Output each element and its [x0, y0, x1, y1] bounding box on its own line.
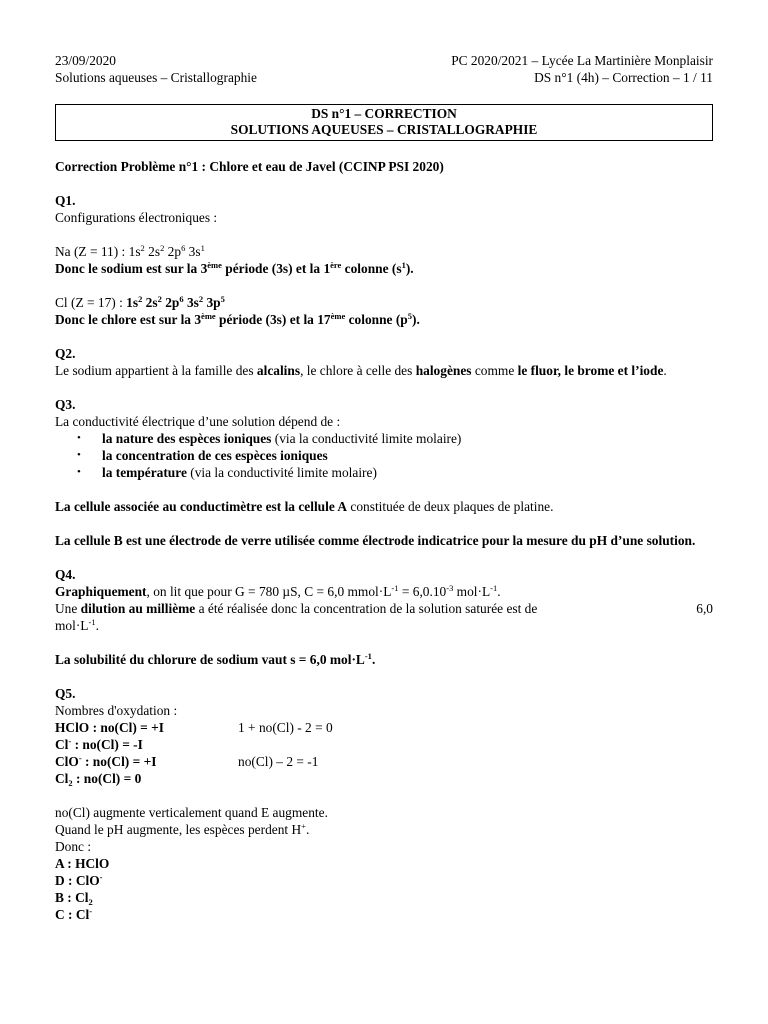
q1-na-config: Na (Z = 11) : $1s^2$ $2s^2$ $2p^6$ $3s^1$ — [55, 243, 205, 259]
q1-cl-conclusion: Donc le chlore est sur la 3ème période (3s) et la 17ème colonne $(p^5)$. — [55, 311, 420, 327]
q4-dilution: Une dilution au millième a été réalisée donc la concentration de la solution saturée est de 6,0 — [55, 601, 713, 616]
header-exam: DS n°1 (4h) – Correction – 1 / 11 — [534, 70, 713, 85]
q3-cell-a: La cellule associée au conductimètre est la cellule A constituée de deux plaques de platine. — [55, 499, 554, 514]
title-line-2: SOLUTIONS AQUEUSES – CRISTALLOGRAPHIE — [230, 122, 538, 137]
q2-label: Q2. — [55, 346, 76, 361]
title-line-1: DS n°1 – CORRECTION — [311, 106, 457, 121]
q5-row-clo: ClO- : no(Cl) = +I no(Cl) – 2 = -1 — [55, 753, 319, 769]
q4-label: Q4. — [55, 567, 76, 582]
list-item: • la température (via la conductivité limite molaire) — [55, 464, 713, 481]
q5-intro: Nombres d'oxydation : — [55, 703, 178, 718]
q1-na-conclusion: Donc le sodium est sur la 3ème période (3s) et la 1ère colonne $(s^1)$. — [55, 260, 414, 276]
header-subject: Solutions aqueuses – Cristallographie — [55, 70, 257, 85]
list-item: • la nature des espèces ioniques (via la conductivité limite molaire) — [55, 430, 713, 447]
document-body — [55, 158, 713, 923]
q4-dilution-unit: $mol\cdot L^{-1}$. — [55, 617, 99, 633]
q5-label: Q5. — [55, 686, 76, 701]
q5-row-hclo: HClO : no(Cl) = +I 1 + no(Cl) - 2 = 0 — [55, 720, 333, 735]
problem-title: Correction Problème n°1 : Chlore et eau de Javel (CCINP PSI 2020) — [55, 159, 444, 174]
q5-donc: Donc : — [55, 839, 92, 854]
q5-answer-b: B : $Cl_2$ — [55, 890, 93, 907]
page-header — [55, 52, 713, 86]
q2-text: Le sodium appartient à la famille des alcalins, le chlore à celle des halogènes comme le fluor, le brome et l’iode. — [55, 363, 667, 378]
q5-answer-c: C : Cl- — [55, 906, 93, 922]
list-item: • la concentration de ces espèces ioniques — [55, 447, 713, 464]
title-box — [55, 104, 713, 141]
q3-label: Q3. — [55, 397, 76, 412]
header-course: PC 2020/2021 – Lycée La Martinière Monplaisir — [451, 53, 713, 68]
q4-graph: Graphiquement, on lit que pour G = 780 µS, C = 6,0 $mmol\cdot L^{-1} = 6,0.10^{-3}$ $mol\cdot L^{-1}$. — [55, 583, 501, 599]
q1-intro: Configurations électroniques : — [55, 210, 218, 225]
q5-ph-line: Quand le pH augmente, les espèces perdent H+. — [55, 821, 310, 837]
header-date: 23/09/2020 — [55, 53, 117, 68]
q4-solubility: La solubilité du chlorure de sodium vaut s = 6,0 $mol\cdot L^{-1}$. — [55, 651, 376, 667]
q1-cl-config: Cl (Z = 17) : $1s^2$ $2s^2$ $2p^6$ $3s^2$ $3p^5$ — [55, 294, 225, 310]
q5-answer-a: A : HClO — [55, 856, 110, 871]
q3-cell-b: La cellule B est une électrode de verre utilisée comme électrode indicatrice pour la mesure du pH d’une solution. — [55, 533, 696, 548]
q3-intro: La conductivité électrique d’une solution dépend de : — [55, 414, 341, 429]
q5-no-line: no(Cl) augmente verticalement quand E augmente. — [55, 805, 328, 820]
q5-row-cl2: $Cl_2$ : no(Cl) = 0 — [55, 771, 142, 788]
q5-answer-d: D : ClO- — [55, 872, 103, 888]
header-right — [451, 52, 713, 86]
q5-row-cl-minus: Cl- : no(Cl) = -I — [55, 736, 143, 752]
q3-list — [55, 430, 713, 481]
header-left — [55, 52, 257, 86]
q1-label: Q1. — [55, 193, 76, 208]
